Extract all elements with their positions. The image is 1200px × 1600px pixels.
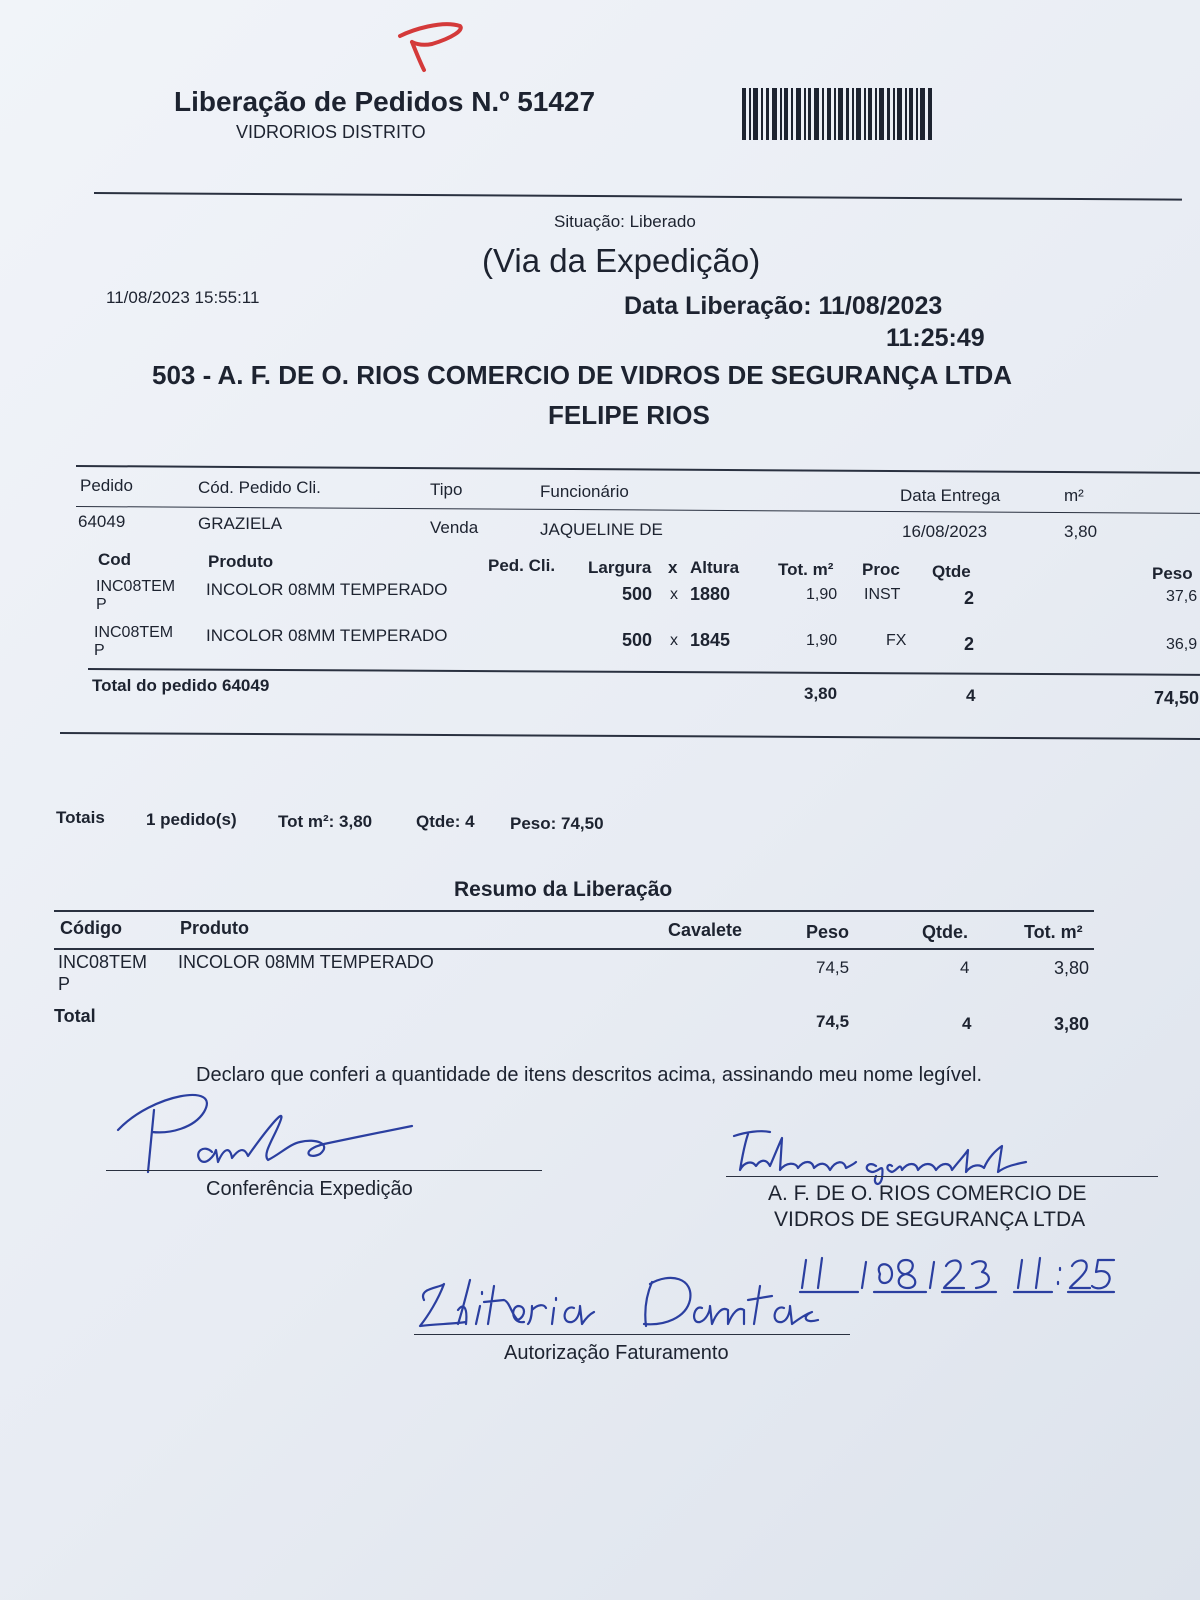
order-table-top-line [76,465,1200,474]
order-pedido: 64049 [78,512,126,531]
resumo-codigo-line1: INC08TEM [58,952,148,972]
signature-empresa [726,1126,1036,1182]
item-header-peso: Peso [1152,564,1193,583]
col-header-data-entrega: Data Entrega [900,486,1001,505]
document-title: Liberação de Pedidos N.º 51427 [174,86,596,117]
order-total-qtde: 4 [966,686,976,705]
conferencia-line [106,1170,542,1171]
signature-autorizacao [414,1266,824,1336]
autorizacao-label: Autorização Faturamento [504,1342,729,1364]
red-stamp-mark-icon [392,16,472,74]
order-header-line [76,506,1200,514]
col-header-funcionario: Funcionário [540,482,629,501]
item-1-produto: INCOLOR 08MM TEMPERADO [206,580,448,599]
order-total-label: Total do pedido 64049 [92,676,270,695]
order-total-line [88,668,1200,676]
item-header-proc: Proc [862,560,900,579]
client-name: 503 - A. F. DE O. RIOS COMERCIO DE VIDROS DE SEGURANÇA LTDA [152,360,1013,390]
print-datetime: 11/08/2023 15:55:11 [106,288,260,307]
col-header-pedido: Pedido [80,476,133,495]
item-1-peso: 37,6 [1166,588,1198,605]
order-total-peso: 74,50 [1154,688,1200,708]
item-header-ped-cli: Ped. Cli. [488,556,556,575]
resumo-total-tot-m2: 3,80 [1054,1014,1090,1034]
item-1-qtde: 2 [964,588,975,608]
totais-qtde: Qtde: 4 [416,812,475,831]
item-header-cod: Cod [98,550,132,569]
resumo-total-qtde: 4 [962,1014,972,1033]
item-1-cod-line1: INC08TEM [96,578,176,595]
item-header-x: x [668,558,678,577]
item-header-produto: Produto [208,552,274,571]
resumo-produto: INCOLOR 08MM TEMPERADO [178,952,434,972]
handwritten-date [796,1252,1116,1296]
resumo-header-qtde: Qtde. [922,922,969,942]
item-1-x: x [670,586,678,603]
item-1-tot-m2: 1,90 [806,586,838,603]
order-m2: 3,80 [1064,522,1098,541]
resumo-tot-m2: 3,80 [1054,958,1090,978]
resumo-total-peso: 74,5 [816,1012,850,1031]
item-2-qtde: 2 [964,634,975,654]
client-contact: FELIPE RIOS [548,400,710,430]
col-header-m2: m² [1064,486,1084,505]
order-funcionario: JAQUELINE DE [540,520,663,539]
resumo-codigo-line2: P [58,974,71,994]
order-cod-cli: GRAZIELA [198,514,283,533]
item-header-qtde: Qtde [932,562,971,581]
resumo-header-tot-m2: Tot. m² [1024,922,1083,942]
situacao: Situação: Liberado [554,212,696,231]
resumo-total-label: Total [54,1006,96,1026]
order-tipo: Venda [430,518,479,537]
totais-pedidos: 1 pedido(s) [146,810,237,829]
totais-label: Totais [56,808,105,827]
item-1-cod-line2: P [96,596,107,613]
resumo-header-cavalete: Cavalete [668,920,743,940]
item-2-altura: 1845 [690,630,731,650]
empresa-label-line1: A. F. DE O. RIOS COMERCIO DE [768,1182,1087,1205]
resumo-top-line [54,910,1094,912]
item-2-tot-m2: 1,90 [806,632,838,649]
resumo-header-line [54,948,1094,950]
item-2-produto: INCOLOR 08MM TEMPERADO [206,626,448,645]
resumo-peso: 74,5 [816,958,850,977]
barcode [742,88,932,140]
data-liberacao: Data Liberação: 11/08/2023 [624,292,943,320]
item-header-tot-m2: Tot. m² [778,560,834,579]
item-1-proc: INST [864,586,901,603]
company-branch: VIDRORIOS DISTRITO [236,122,426,142]
col-header-tipo: Tipo [430,480,463,499]
col-header-cod-pedido-cli: Cód. Pedido Cli. [198,478,321,497]
empresa-label-line2: VIDROS DE SEGURANÇA LTDA [774,1208,1086,1231]
resumo-header-peso: Peso [806,922,850,942]
conferencia-label: Conferência Expedição [206,1178,413,1200]
item-2-proc: FX [886,632,907,649]
via-label: (Via da Expedição) [482,242,761,279]
item-1-largura: 500 [622,584,653,604]
header-divider [94,192,1182,201]
data-liberacao-time: 11:25:49 [886,324,985,352]
declaracao-text: Declaro que conferi a quantidade de itens descritos acima, assinando meu nome legível. [196,1064,983,1086]
order-section-bottom-line [60,732,1200,740]
resumo-title: Resumo da Liberação [454,878,673,901]
resumo-header-codigo: Código [60,918,122,938]
totais-m2: Tot m²: 3,80 [278,812,373,831]
empresa-line [726,1176,1158,1177]
item-2-cod-line1: INC08TEM [94,624,174,641]
item-1-altura: 1880 [690,584,731,604]
item-header-altura: Altura [690,558,740,577]
resumo-qtde: 4 [960,958,970,977]
resumo-header-produto: Produto [180,918,249,938]
totais-peso: Peso: 74,50 [510,814,604,833]
item-2-peso: 36,9 [1166,636,1198,653]
signature-conferencia [112,1088,432,1178]
item-2-cod-line2: P [94,642,105,659]
autorizacao-line [414,1334,850,1335]
order-data-entrega: 16/08/2023 [902,522,988,541]
item-2-x: x [670,632,678,649]
item-2-largura: 500 [622,630,653,650]
item-header-largura: Largura [588,558,652,577]
order-total-m2: 3,80 [804,684,838,703]
